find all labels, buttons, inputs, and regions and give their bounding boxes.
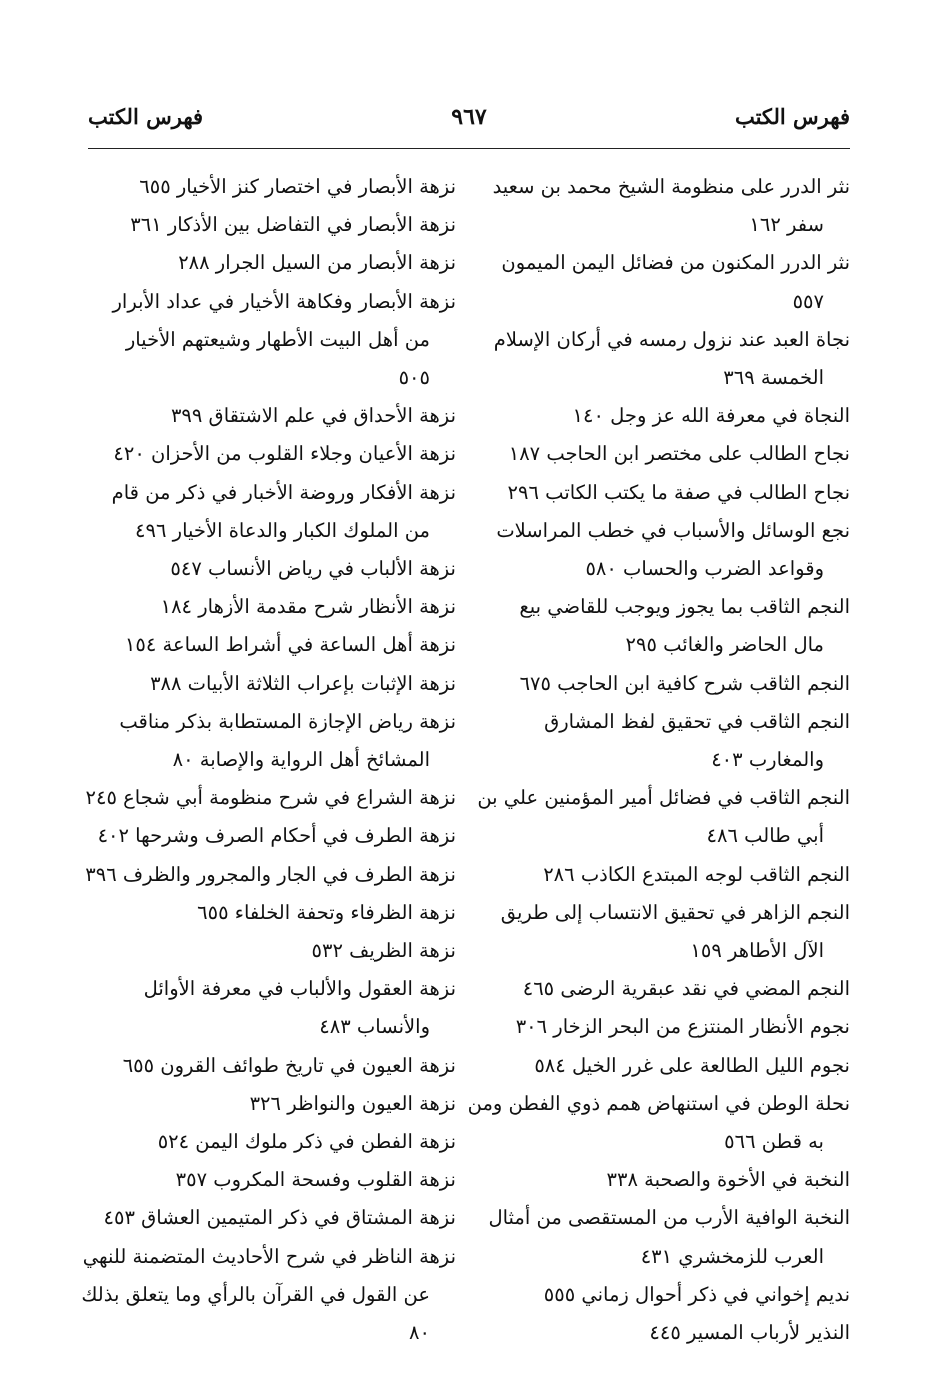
entry-title: نزهة الأبصار وفكاهة الأخيار في عداد الأبرار [112,289,456,313]
entry-title: النخبة الوافية الأرب من المستقصى من أمثال [488,1206,850,1230]
entry-title: نزهة المشتاق في ذكر المتيمين العشاق ٤٥٣ [103,1206,456,1230]
entry-page-ref: ٨٠ [409,1321,430,1345]
index-entry [480,168,850,244]
index-entry [90,1123,456,1161]
index-entry [480,1008,850,1046]
entry-continuation: ٥٥٧ [792,289,824,313]
entry-continuation: من أهل البيت الأطهار وشيعتهم الأخيار [125,327,430,351]
left-column [81,168,456,1352]
index-entry [480,894,850,970]
entry-title: نزهة أهل الساعة في أشراط الساعة ١٥٤ [124,633,456,657]
entry-title: النذير لأرباب المسير ٤٤٥ [649,1321,850,1345]
header-divider [88,148,850,149]
index-entry [480,474,850,512]
index-entry [480,588,850,664]
entry-title: نزهة الإثبات بإعراب الثلاثة الأبيات ٣٨٨ [150,671,456,695]
index-entry [480,244,850,320]
index-entry [480,703,850,779]
entry-title: نزهة الظرفاء وتحفة الخلفاء ٦٥٥ [197,900,456,924]
entry-title: نثر الدرر على منظومة الشيخ محمد بن سعيد [492,175,850,198]
entry-title: نزهة الأبصار من السيل الجرار ٢٨٨ [178,251,456,275]
entry-title: النجم الثاقب لوجه المبتدع الكاذب ٢٨٦ [543,862,850,886]
index-entry [90,168,456,206]
index-entry [90,435,456,473]
index-entry [90,244,456,282]
index-entry [90,206,456,244]
entry-title: نحلة الوطن في استنهاض همم ذوي الفطن ومن [467,1091,850,1115]
entry-title: نزهة رياض الإجازة المستطابة بذكر مناقب [119,709,456,733]
index-entry [90,1161,456,1199]
page-header [88,104,850,144]
entry-continuation: من الملوك الكبار والدعاة الأخيار ٤٩٦ [135,518,430,542]
index-entry [480,435,850,473]
entry-title: نجاة العبد عند نزول رمسه في أركان الإسلام [493,327,850,351]
index-entry [480,1199,850,1275]
index-entry [90,932,456,970]
entry-title: النجم الثاقب شرح كافية ابن الحاجب ٦٧٥ [519,671,850,695]
entry-title: نزهة الطرف في أحكام الصرف وشرحها ٤٠٢ [97,824,456,848]
entry-continuation: وقواعد الضرب والحساب ٥٨٠ [585,557,824,581]
header-right-title: فهرس الكتب [734,104,850,129]
index-entry [90,550,456,588]
entry-title: نزهة الأبصار في التفاضل بين الأذكار ٣٦١ [130,213,456,237]
entry-title: نزهة القلوب وفسحة المكروب ٣٥٧ [175,1168,456,1192]
entry-title: نزهة الشراع في شرح منظومة أبي شجاع ٢٤٥ [85,786,456,810]
index-entry [90,1085,456,1123]
page-number: ٩٦٧ [451,104,487,130]
index-entry [90,588,456,626]
entry-title: النجم الزاهر في تحقيق الانتساب إلى طريق [500,900,850,924]
entry-title: نزهة الظريف ٥٣٢ [311,939,456,963]
index-entry [480,856,850,894]
index-entry [480,321,850,397]
entry-title: نجاح الطالب على مختصر ابن الحاجب ١٨٧ [508,442,850,466]
entry-title: نزهة الأفكار وروضة الأخبار في ذكر من قام [111,480,456,504]
index-entry [85,856,456,894]
entry-title: نزهة الفطن في ذكر ملوك اليمن ٥٢٤ [157,1130,456,1154]
index-entry [477,779,850,855]
index-entry [85,779,456,817]
header-left-title: فهرس الكتب [88,104,204,129]
index-entry [480,1161,850,1199]
entry-continuation: الآل الأطاهر ١٥٩ [690,939,824,963]
index-entry [90,703,456,779]
entry-title: نجوم الليل الطالعة على غرر الخيل ٥٨٤ [534,1053,850,1077]
index-entry [480,970,850,1008]
entry-title: نزهة العقول والألباب في معرفة الأوائل [143,977,456,1001]
index-entry [480,665,850,703]
entry-title: نزهة الألباب في رياض الأنساب ٥٤٧ [170,557,456,581]
index-entry [90,283,456,398]
index-entry [480,512,850,588]
entry-title: النجاة في معرفة الله عز وجل ١٤٠ [572,404,850,428]
entry-title: نزهة الطرف في الجار والمجرور والظرف ٣٩٦ [85,862,456,886]
index-entry [90,970,456,1046]
entry-continuation: والمغارب ٤٠٣ [711,748,824,772]
entry-title: نزهة الأبصار في اختصار كنز الأخيار ٦٥٥ [139,175,456,198]
index-entry [90,1047,456,1085]
entry-title: نزهة الأحداق في علم الاشتقاق ٣٩٩ [170,404,456,428]
entry-continuation: أبي طالب ٤٨٦ [706,824,824,848]
entry-continuation: به قطن ٥٦٦ [724,1130,824,1154]
entry-title: النخبة في الأخوة والصحبة ٣٣٨ [606,1168,850,1192]
index-entry [90,894,456,932]
entry-title: النجم المضي في نقد عبقرية الرضى ٤٦٥ [522,977,850,1001]
entry-continuation: عن القول في القرآن بالرأي وما يتعلق بذلك [81,1282,430,1306]
index-entry [81,1238,456,1353]
entry-title: نزهة الأنظار شرح مقدمة الأزهار ١٨٤ [160,595,456,619]
entry-title: النجم الثاقب في فضائل أمير المؤمنين علي بن [477,786,850,810]
index-entry [480,1276,850,1314]
index-entry [90,626,456,664]
entry-title: نثر الدرر المكنون من فضائل اليمن الميمون [501,251,850,275]
right-column [467,168,850,1352]
entry-page-ref: ٥٠٥ [398,366,430,390]
index-entry [90,474,456,550]
entry-title: نجع الوسائل والأسباب في خطب المراسلات [496,518,850,542]
index-entry [480,397,850,435]
index-entry [467,1085,850,1161]
entry-title: نزهة العيون والنواظر ٣٢٦ [249,1091,456,1115]
entry-title: نزهة العيون في تاريخ طوائف القرون ٦٥٥ [122,1053,456,1077]
entry-continuation: المشائخ أهل الرواية والإصابة ٨٠ [172,748,430,772]
entry-continuation: سفر ١٦٢ [749,213,824,237]
index-entry [480,1314,850,1352]
index-entry [90,665,456,703]
entry-title: نديم إخواني في ذكر أحوال زماني ٥٥٥ [543,1282,850,1306]
index-entry [90,1199,456,1237]
entry-title: نجاح الطالب في صفة ما يكتب الكاتب ٢٩٦ [507,480,850,504]
entry-continuation: العرب للزمخشري ٤٣١ [640,1244,824,1268]
entry-title: نجوم الأنظار المنتزع من البحر الزخار ٣٠٦ [515,1015,850,1039]
entry-continuation: والأنساب ٤٨٣ [319,1015,430,1039]
index-entry [90,817,456,855]
entry-title: نزهة الأعيان وجلاء القلوب من الأحزان ٤٢٠ [113,442,456,466]
index-entry [480,1047,850,1085]
entry-title: النجم الثاقب في تحقيق لفظ المشارق [544,709,850,733]
entry-continuation: مال الحاضر والغائب ٢٩٥ [625,633,824,657]
entry-continuation: الخمسة ٣٦٩ [723,366,824,390]
index-entry [90,397,456,435]
entry-title: النجم الثاقب بما يجوز ويوجب للقاضي بيع [519,595,850,619]
entry-title: نزهة الناظر في شرح الأحاديث المتضمنة للنهي [82,1244,456,1268]
